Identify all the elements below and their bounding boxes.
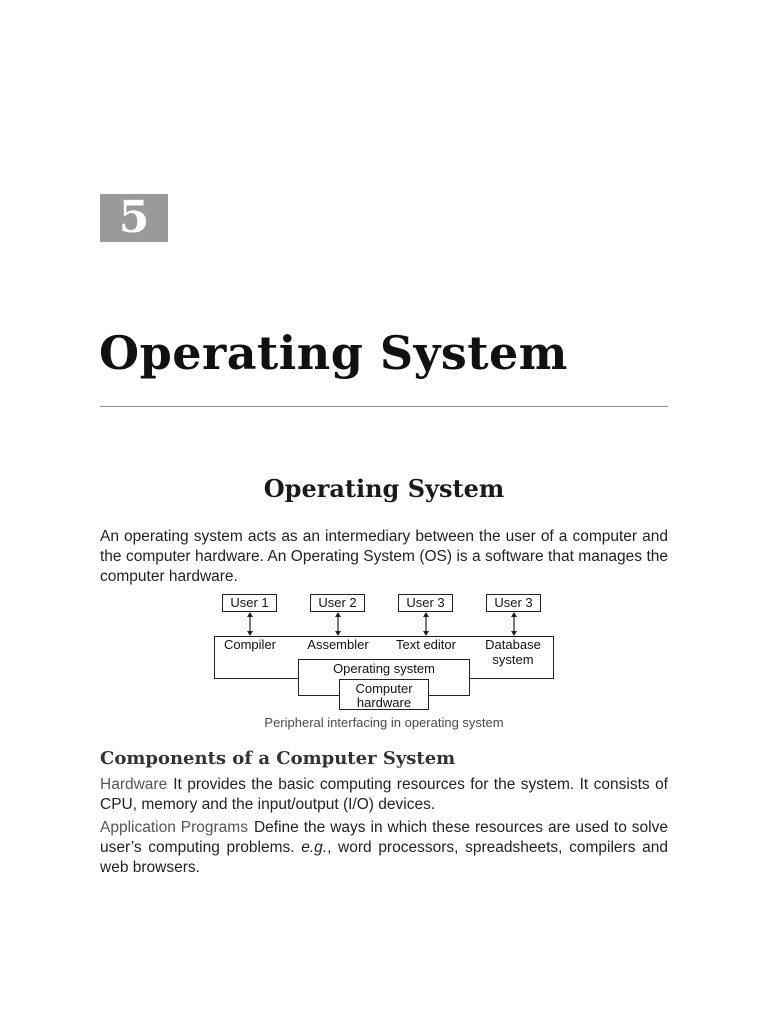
diagram-caption: Peripheral interfacing in operating system <box>264 715 504 730</box>
section-title: Operating System <box>263 474 505 503</box>
chapter-title: Operating System <box>99 326 568 380</box>
operating-system-label: Operating system <box>333 661 435 676</box>
computer-hardware-label: Computer <box>355 681 413 696</box>
components-heading: Components of a Computer System <box>100 748 456 769</box>
app-label-assembler: Assembler <box>307 637 369 652</box>
user-box-4: User 3 <box>486 594 541 612</box>
title-divider <box>100 406 668 407</box>
user-box-3: User 3 <box>398 594 453 612</box>
user-box-2: User 2 <box>310 594 365 612</box>
user-box-1: User 1 <box>222 594 277 612</box>
double-arrow-icon <box>245 612 255 636</box>
double-arrow-icon <box>509 612 519 636</box>
app-label-compiler: Compiler <box>223 637 276 652</box>
double-arrow-icon <box>421 612 431 636</box>
intro-paragraph: An operating system acts as an intermediary between the user of a computer and the computer hardware. An Operating System (OS) is a software that manages the computer hardware. <box>100 528 668 585</box>
double-arrow-icon <box>333 612 343 636</box>
application-programs-paragraph <box>100 818 668 878</box>
hardware-paragraph <box>100 775 668 815</box>
application-programs-text-end: , word processors, spreadsheets, compilers and web browsers. <box>100 839 668 876</box>
app-label-database: Database <box>485 637 541 652</box>
chapter-number-badge: 5 <box>100 194 168 242</box>
application-programs-text: Define the ways in which these resources are used to solve user’s computing problems. <box>100 819 668 856</box>
application-programs-term: Application Programs <box>100 819 248 836</box>
hardware-term: Hardware <box>100 776 168 793</box>
hardware-text: It provides the basic computing resources for the system. It consists of CPU, memory and the input/output (I/O) devices. <box>100 776 668 813</box>
app-label-database-line2: system <box>492 652 534 667</box>
eg-abbrev: e.g. <box>301 839 328 856</box>
computer-hardware-label-line2: hardware <box>356 695 412 710</box>
app-label-text-editor: Text editor <box>396 637 456 652</box>
